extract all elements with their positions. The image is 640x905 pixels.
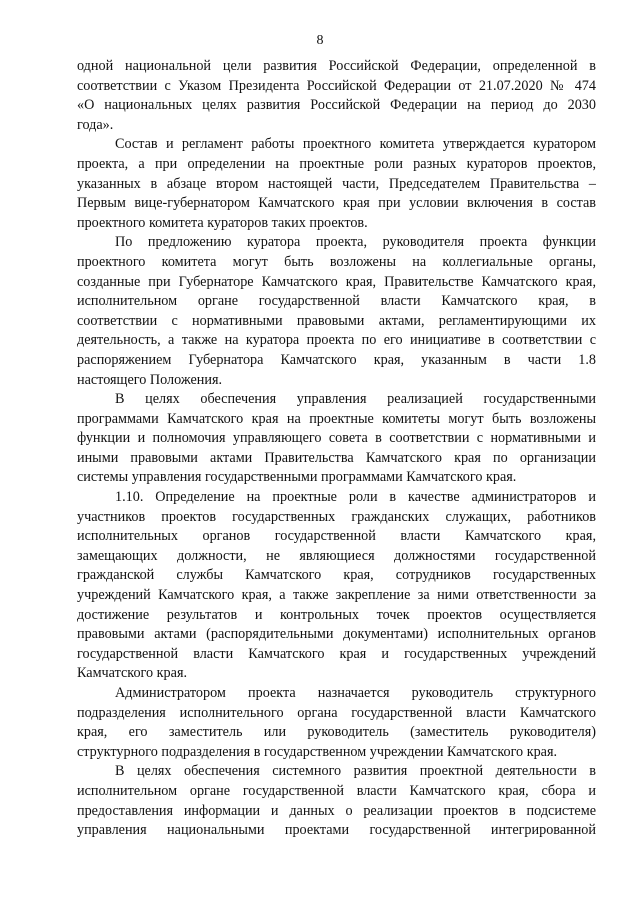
- text-line: В целях обеспечения управления реализацией государственными: [115, 391, 596, 408]
- paragraph: [77, 762, 596, 840]
- text-line: Первым вице-губернатором Камчатского края при условии включения в состав: [77, 195, 596, 212]
- text-line: проектного комитета могут быть возложены на коллегиальные органы,: [77, 253, 596, 270]
- text-line: предоставления информации и данных о реализации проектов в подсистеме: [77, 802, 596, 819]
- text-line: края, его заместитель или руководитель (заместитель руководителя): [77, 724, 596, 741]
- text-line: подразделения исполнительного органа государственной власти Камчатского: [77, 704, 596, 721]
- text-line: участников проектов государственных гражданских служащих, работников: [77, 508, 596, 525]
- text-line: настоящего Положения.: [77, 371, 223, 388]
- paragraph: [77, 57, 596, 135]
- text-line: функции и полномочия управляющего совета в соответствии с нормативными и: [77, 430, 596, 447]
- text-line: Администратором проекта назначается руководитель структурного: [115, 685, 596, 701]
- text-line: замещающих должности, не являющиеся должностями государственной: [77, 547, 596, 564]
- text-line: иными правовыми актами Правительства Камчатского края по организации: [77, 449, 596, 466]
- text-line: структурного подразделения в государственном учреждении Камчатского края.: [77, 743, 558, 760]
- text-line: 1.10. Определение на проектные роли в качестве администраторов и: [115, 489, 596, 506]
- paragraph: [77, 684, 596, 762]
- text-line: правовыми актами (распорядительными документами) исполнительных органов: [77, 626, 596, 643]
- text-line: распоряжением Губернатора Камчатского края, указанным в части 1.8: [77, 351, 596, 368]
- document-body: [77, 57, 596, 841]
- text-line: деятельность, а также на куратора проекта по его инициативе в соответствии с: [77, 332, 596, 349]
- text-line: учреждений Камчатского края, а также закрепление за ними ответственности за: [77, 587, 596, 604]
- text-line: Состав и регламент работы проектного комитета утверждается куратором: [115, 136, 596, 153]
- text-line: проектного комитета кураторов таких проектов.: [77, 214, 368, 231]
- text-line: года».: [77, 116, 114, 133]
- page-number: 8: [316, 33, 324, 48]
- text-line: Камчатского края.: [77, 665, 188, 682]
- paragraph: [77, 135, 596, 233]
- text-line: По предложению куратора проекта, руководителя проекта функции: [115, 234, 596, 251]
- text-line: исполнительных органов государственной власти Камчатского края,: [77, 528, 596, 545]
- paragraph: [77, 488, 596, 684]
- paragraph: [77, 233, 596, 390]
- text-line: управления национальными проектами государственной интегрированной: [77, 822, 596, 839]
- text-line: исполнительном органе государственной власти Камчатского края, сбора и: [77, 782, 596, 799]
- text-line: гражданской службы Камчатского края, сотрудников государственных: [77, 567, 596, 584]
- text-line: одной национальной цели развития Российской Федерации, определенной в: [77, 58, 596, 74]
- text-line: проекта, а при определении на проектные роли разных кураторов проектов,: [77, 155, 596, 172]
- text-line: В целях обеспечения системного развития проектной деятельности в: [115, 763, 596, 780]
- text-line: системы управления государственными программами Камчатского края.: [77, 469, 517, 486]
- text-line: «О национальных целях развития Российской Федерации на период до 2030: [77, 97, 596, 114]
- paragraph: [77, 390, 596, 488]
- text-line: достижение результатов и контрольных точек проектов осуществляется: [77, 606, 596, 623]
- text-line: соответствии с нормативными правовыми актами, регламентирующими их: [77, 312, 596, 329]
- text-line: программами Камчатского края на проектные комитеты могут быть возложены: [77, 410, 596, 427]
- text-line: исполнительном органе государственной власти Камчатского края, в: [77, 293, 596, 310]
- text-line: созданные при Губернаторе Камчатского края, Правительстве Камчатского края,: [77, 273, 596, 290]
- text-line: соответствии с Указом Президента Российской Федерации от 21.07.2020 № 474: [77, 77, 596, 94]
- text-line: государственной власти Камчатского края и государственных учреждений: [77, 645, 596, 662]
- text-line: указанных в абзаце втором настоящей части, Председателем Правительства –: [77, 175, 596, 192]
